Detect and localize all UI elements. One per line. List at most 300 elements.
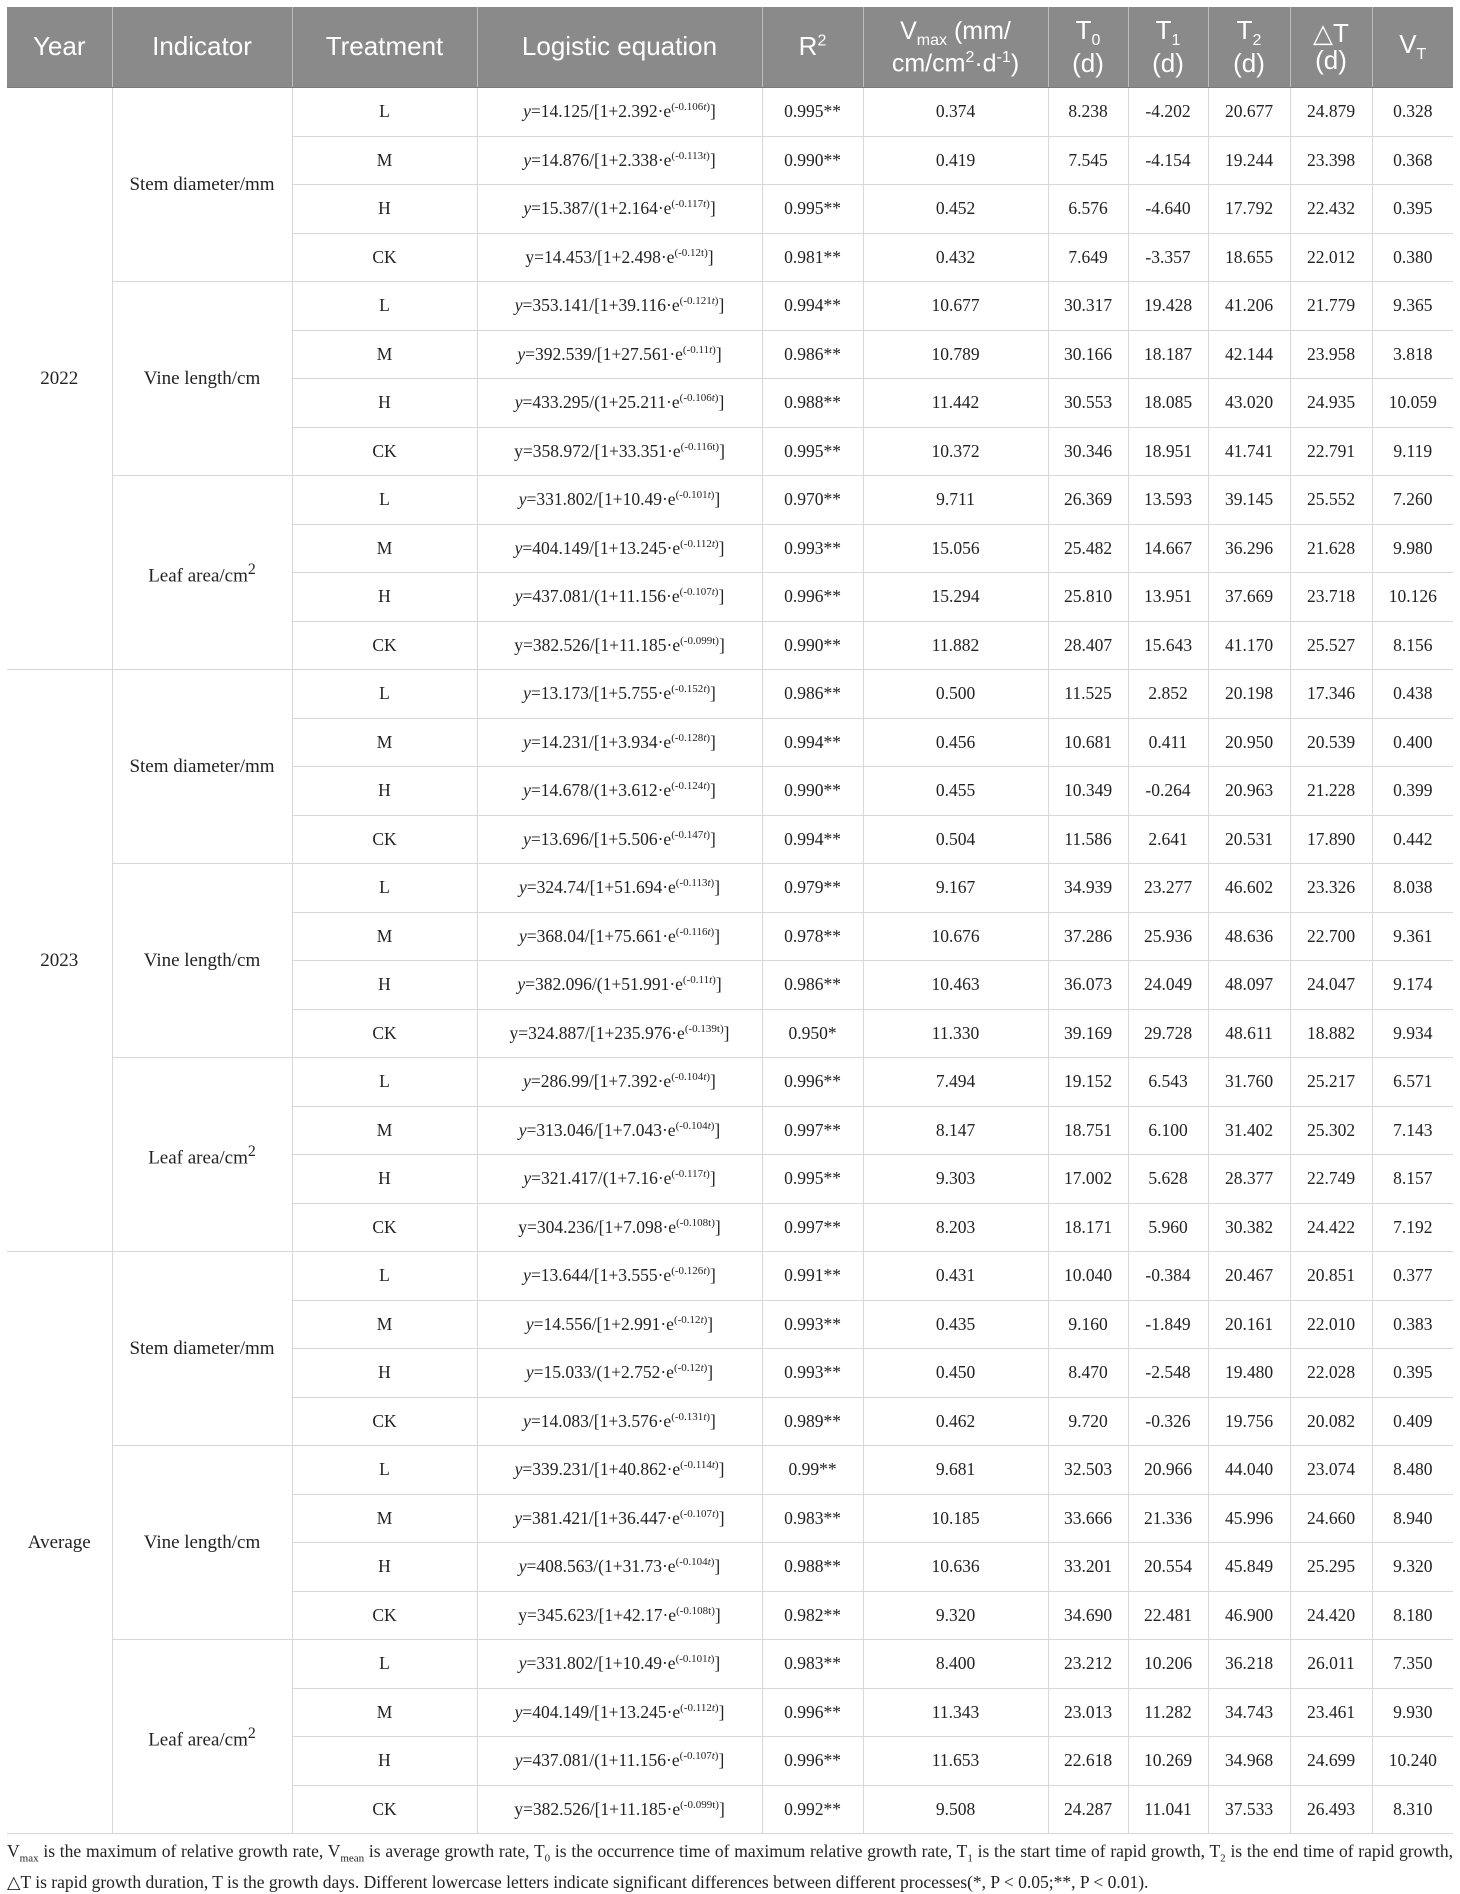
indicator-label-sup: 2 <box>247 560 256 578</box>
vt-cell: 9.174 <box>1372 961 1453 1010</box>
equation-k: -0.112 <box>683 537 712 550</box>
t0-cell: 22.618 <box>1048 1737 1128 1786</box>
vmax-cell: 0.462 <box>863 1397 1048 1446</box>
logistic-growth-table <box>7 7 1453 1834</box>
delta-t-cell: 22.791 <box>1290 427 1372 476</box>
r2-cell: 0.989** <box>762 1397 863 1446</box>
header-row <box>7 7 1453 88</box>
equation-k: -0.099 <box>683 1798 713 1811</box>
table-row <box>7 670 1453 719</box>
equation-k: -0.12 <box>677 1362 701 1375</box>
equation-cell: $y=404.149/[1+13.245\cdot e^{(-0.112t)}]$ <box>477 1688 762 1737</box>
equation-t: t <box>708 1604 712 1617</box>
delta-t-cell: 22.010 <box>1290 1300 1372 1349</box>
t2-cell: 28.377 <box>1208 1155 1290 1204</box>
t0-cell: 39.169 <box>1048 1009 1128 1058</box>
equation-y: y <box>514 392 523 413</box>
equation-b: 10.49 <box>622 1653 662 1674</box>
t1-cell: 20.554 <box>1128 1543 1208 1592</box>
treatment-cell: M <box>292 1494 477 1543</box>
equation-a: 15.033 <box>543 1362 592 1383</box>
equation-b: 10.49 <box>622 489 662 510</box>
r2-cell: 0.994** <box>762 815 863 864</box>
equation-bracket: [ <box>598 489 604 510</box>
r2-cell: 0.996** <box>762 573 863 622</box>
equation-y: y <box>518 925 527 946</box>
r2-cell: 0.990** <box>762 136 863 185</box>
equation-t: t <box>711 1750 715 1763</box>
equation-a: 321.417 <box>540 1168 598 1189</box>
treatment-cell: H <box>292 185 477 234</box>
indicator-cell <box>112 88 292 282</box>
equation-exponent: (-0.11t) <box>682 974 716 987</box>
vt-cell: 3.818 <box>1372 330 1453 379</box>
equation-cell: $y=437.081/(1+11.156\cdot e^{(-0.107t)}]$ <box>477 573 762 622</box>
treatment-cell: L <box>292 1446 477 1495</box>
equation-k: -0.117 <box>675 198 704 211</box>
t1-cell: 19.428 <box>1128 282 1208 331</box>
equation-y: y <box>514 1459 523 1480</box>
year-cell: Average <box>7 1252 112 1834</box>
equation-exponent: (-0.11t) <box>682 343 716 356</box>
equation-exponent: (-0.113t) <box>671 149 710 162</box>
equation-y: y <box>523 1168 532 1189</box>
t2-cell: 19.480 <box>1208 1349 1290 1398</box>
t2-cell: 34.968 <box>1208 1737 1290 1786</box>
vt-cell: 10.126 <box>1372 573 1453 622</box>
treatment-cell: CK <box>292 815 477 864</box>
equation-y: y <box>514 295 523 316</box>
equation-t: t <box>703 149 707 162</box>
indicator-cell <box>112 476 292 670</box>
equation-cell: $y=324.887/[1+235.976\cdot e^{(-0.139t)}]$ <box>477 1009 762 1058</box>
vmax-cell: 9.303 <box>863 1155 1048 1204</box>
vmax-cell: 9.711 <box>863 476 1048 525</box>
vmax-cell: 15.056 <box>863 524 1048 573</box>
equation-a: 14.125 <box>540 101 589 122</box>
vt-cell: 7.143 <box>1372 1106 1453 1155</box>
equation-y: y <box>514 634 523 655</box>
equation-k: -0.116 <box>684 440 713 453</box>
equation-y: y <box>525 246 535 267</box>
equation-cell: $y=382.096/(1+51.991\cdot e^{(-0.11t)}]$ <box>477 961 762 1010</box>
header-r2: $R^2$ <box>762 7 863 88</box>
equation-a: 13.173 <box>540 683 589 704</box>
vt-cell: 7.350 <box>1372 1640 1453 1689</box>
t0-cell: 25.810 <box>1048 573 1128 622</box>
equation-exponent: (-0.12t) <box>673 1362 708 1375</box>
t0-cell: 10.681 <box>1048 718 1128 767</box>
r2-cell: 0.978** <box>762 912 863 961</box>
equation-k: -0.12 <box>678 246 702 259</box>
r2-cell: 0.99** <box>762 1446 863 1495</box>
delta-t-cell: 23.718 <box>1290 573 1372 622</box>
equation-y: y <box>523 731 531 752</box>
treatment-cell: L <box>292 864 477 913</box>
equation-y: y <box>523 101 531 122</box>
equation-t: t <box>700 1313 704 1326</box>
equation-t: t <box>712 634 716 647</box>
t0-cell: 25.482 <box>1048 524 1128 573</box>
delta-t-cell: 24.660 <box>1290 1494 1372 1543</box>
equation-b: 3.934 <box>618 731 658 752</box>
equation-y: y <box>523 828 531 849</box>
equation-b: 2.338 <box>618 149 658 170</box>
equation-a: 14.083 <box>540 1410 589 1431</box>
table-footnote: $V_{max}$ is the maximum of relative growth rate, $V_{mean}$ is average growth rate, $T_0$ is the occurrence time of maximum relative growth rate, $T_1$ is the start time of rapid growth, $T_2$ is the end time of rapid growth, △T is rapid growth duration, T is the growth days. Different lowercase letters indicate significant differences between different processes(*, P < 0.05;**, P < 0.01). <box>7 1841 1453 1892</box>
t2-cell: 44.040 <box>1208 1446 1290 1495</box>
vt-cell: 8.038 <box>1372 864 1453 913</box>
equation-cell: $y=358.972/[1+33.351\cdot e^{(-0.116t)}]$ <box>477 427 762 476</box>
vt-cell: 6.571 <box>1372 1058 1453 1107</box>
equation-k: -0.139 <box>688 1022 717 1035</box>
equation-t: t <box>707 1653 711 1666</box>
r2-cell: 0.995** <box>762 1155 863 1204</box>
indicator-label: Leaf area/cm <box>148 1729 248 1751</box>
equation-a: 437.081 <box>532 586 590 607</box>
vmax-cell: 11.653 <box>863 1737 1048 1786</box>
equation-cell: $y=339.231/[1+40.862\cdot e^{(-0.114t)}]$ <box>477 1446 762 1495</box>
equation-b: 13.245 <box>618 537 667 558</box>
equation-y: y <box>518 1119 527 1140</box>
t2-cell: 48.636 <box>1208 912 1290 961</box>
t0-cell: 34.939 <box>1048 864 1128 913</box>
equation-y: y <box>523 1265 531 1286</box>
vt-cell: 0.328 <box>1372 88 1453 137</box>
equation-k: -0.107 <box>683 1507 713 1520</box>
equation-cell: $y=437.081/(1+11.156\cdot e^{(-0.107t)}]$ <box>477 1737 762 1786</box>
delta-t-cell: 22.432 <box>1290 185 1372 234</box>
indicator-label: Stem diameter/mm <box>129 1338 275 1359</box>
delta-t-cell: 20.539 <box>1290 718 1372 767</box>
t1-cell: 5.628 <box>1128 1155 1208 1204</box>
equation-b: 36.447 <box>618 1507 667 1528</box>
equation-k: -0.101 <box>679 489 708 502</box>
equation-k: -0.101 <box>679 1653 708 1666</box>
t0-cell: 30.553 <box>1048 379 1128 428</box>
r2-cell: 0.979** <box>762 864 863 913</box>
vmax-cell: 0.500 <box>863 670 1048 719</box>
equation-t: t <box>707 489 711 502</box>
r2-cell: 0.988** <box>762 379 863 428</box>
vt-cell: 9.119 <box>1372 427 1453 476</box>
equation-b: 7.043 <box>622 1119 662 1140</box>
equation-bracket: ( <box>596 1362 603 1383</box>
equation-exponent: (-0.112t) <box>680 1701 719 1714</box>
equation-y: y <box>518 1216 528 1237</box>
equation-bracket: [ <box>594 634 601 655</box>
equation-y: y <box>518 1556 527 1577</box>
equation-a: 368.04 <box>536 925 585 946</box>
equation-b: 3.555 <box>618 1265 658 1286</box>
t0-cell: 9.720 <box>1048 1397 1128 1446</box>
table-body <box>7 88 1453 1834</box>
r2-cell: 0.986** <box>762 330 863 379</box>
vmax-cell: 10.372 <box>863 427 1048 476</box>
r2-cell: 0.970** <box>762 476 863 525</box>
r2-cell: 0.996** <box>762 1688 863 1737</box>
equation-t: t <box>703 683 707 696</box>
t1-cell: 14.667 <box>1128 524 1208 573</box>
equation-y: y <box>523 683 531 704</box>
table-row <box>7 1252 1453 1301</box>
equation-bracket: [ <box>598 1216 605 1237</box>
equation-t: t <box>711 392 715 405</box>
equation-exponent: (-0.107t) <box>679 1507 719 1520</box>
t1-cell: 6.543 <box>1128 1058 1208 1107</box>
t0-cell: 7.545 <box>1048 136 1128 185</box>
vmax-cell: 11.882 <box>863 621 1048 670</box>
treatment-cell: CK <box>292 621 477 670</box>
equation-bracket: [ <box>593 828 600 849</box>
t0-cell: 18.171 <box>1048 1203 1128 1252</box>
t2-cell: 41.206 <box>1208 282 1290 331</box>
t2-cell: 46.602 <box>1208 864 1290 913</box>
delta-t-cell: 18.882 <box>1290 1009 1372 1058</box>
vt-cell: 0.442 <box>1372 815 1453 864</box>
equation-y: y <box>523 1410 531 1431</box>
equation-bracket: [ <box>594 295 600 316</box>
equation-cell: $y=392.539/[1+27.561\cdot e^{(-0.11t)}]$ <box>477 330 762 379</box>
r2-cell: 0.990** <box>762 767 863 816</box>
r2-cell: 0.994** <box>762 718 863 767</box>
equation-cell: $y=382.526/[1+11.185\cdot e^{(-0.099t)}]$ <box>477 621 762 670</box>
t2-cell: 19.756 <box>1208 1397 1290 1446</box>
table-row <box>7 864 1453 913</box>
equation-t: t <box>711 586 715 599</box>
t0-cell: 7.649 <box>1048 233 1128 282</box>
equation-exponent: (-0.107t) <box>679 586 719 599</box>
indicator-cell <box>112 864 292 1058</box>
t0-cell: 33.666 <box>1048 1494 1128 1543</box>
equation-y: y <box>514 1701 523 1722</box>
equation-k: -0.113 <box>679 877 708 890</box>
equation-k: -0.11 <box>686 343 710 356</box>
equation-b: 75.661 <box>614 925 663 946</box>
indicator-label-sup: 2 <box>247 1142 256 1160</box>
equation-k: -0.131 <box>674 1410 704 1423</box>
equation-t: t <box>712 1798 716 1811</box>
treatment-cell: H <box>292 961 477 1010</box>
equation-bracket: [ <box>593 683 600 704</box>
t0-cell: 36.073 <box>1048 961 1128 1010</box>
r2-cell: 0.983** <box>762 1494 863 1543</box>
equation-k: -0.104 <box>674 1071 704 1084</box>
equation-cell: $y=14.125/[1+2.392\cdot e^{(-0.106t)}]$ <box>477 88 762 137</box>
equation-bracket: [ <box>593 101 600 122</box>
t0-cell: 8.238 <box>1048 88 1128 137</box>
equation-y: y <box>514 586 523 607</box>
vmax-cell: 0.435 <box>863 1300 1048 1349</box>
t2-cell: 36.218 <box>1208 1640 1290 1689</box>
t0-cell: 24.287 <box>1048 1785 1128 1834</box>
header-t1: $T_1$ (d) <box>1128 7 1208 88</box>
equation-t: t <box>703 1265 707 1278</box>
t1-cell: 5.960 <box>1128 1203 1208 1252</box>
t0-cell: 34.690 <box>1048 1591 1128 1640</box>
t1-cell: 18.085 <box>1128 379 1208 428</box>
equation-k: -0.104 <box>679 1556 708 1569</box>
vt-cell: 10.059 <box>1372 379 1453 428</box>
equation-k: -0.106 <box>674 101 704 114</box>
vt-cell: 8.310 <box>1372 1785 1453 1834</box>
treatment-cell: M <box>292 912 477 961</box>
equation-exponent: (-0.108t) <box>676 1216 715 1229</box>
equation-a: 381.421 <box>532 1507 589 1528</box>
t0-cell: 11.586 <box>1048 815 1128 864</box>
equation-exponent: (-0.131t) <box>671 1410 711 1423</box>
equation-k: -0.117 <box>675 1168 704 1181</box>
t2-cell: 20.677 <box>1208 88 1290 137</box>
equation-t: t <box>707 925 711 938</box>
treatment-cell: H <box>292 379 477 428</box>
equation-b: 235.976 <box>614 1022 672 1043</box>
t0-cell: 26.369 <box>1048 476 1128 525</box>
vmax-cell: 8.400 <box>863 1640 1048 1689</box>
t0-cell: 10.349 <box>1048 767 1128 816</box>
equation-b: 51.694 <box>614 877 663 898</box>
t2-cell: 45.849 <box>1208 1543 1290 1592</box>
equation-t: t <box>701 246 705 259</box>
equation-exponent: (-0.139t) <box>684 1022 724 1035</box>
t1-cell: -2.548 <box>1128 1349 1208 1398</box>
equation-bracket: [ <box>594 1798 601 1819</box>
t2-cell: 41.741 <box>1208 427 1290 476</box>
delta-t-cell: 20.082 <box>1290 1397 1372 1446</box>
indicator-cell <box>112 1446 292 1640</box>
t1-cell: 20.966 <box>1128 1446 1208 1495</box>
equation-t: t <box>709 343 713 356</box>
equation-y: y <box>517 974 526 995</box>
equation-cell: $y=313.046/[1+7.043\cdot e^{(-0.104t)}]$ <box>477 1106 762 1155</box>
equation-exponent: (-0.107t) <box>679 1750 719 1763</box>
equation-cell: $y=331.802/[1+10.49\cdot e^{(-0.101t)}]$ <box>477 476 762 525</box>
delta-t-cell: 23.461 <box>1290 1688 1372 1737</box>
vmax-cell: 0.431 <box>863 1252 1048 1301</box>
vmax-cell: 0.374 <box>863 88 1048 137</box>
treatment-cell: M <box>292 330 477 379</box>
equation-y: y <box>523 780 531 801</box>
equation-exponent: (-0.117t) <box>671 198 710 211</box>
treatment-cell: H <box>292 573 477 622</box>
delta-t-cell: 21.228 <box>1290 767 1372 816</box>
equation-bracket: [ <box>593 731 600 752</box>
equation-a: 331.802 <box>536 489 594 510</box>
equation-y: y <box>509 1022 519 1043</box>
indicator-cell <box>112 670 292 864</box>
treatment-cell: L <box>292 1058 477 1107</box>
equation-exponent: (-0.12t) <box>674 246 708 259</box>
equation-bracket: [ <box>589 1022 596 1043</box>
treatment-cell: CK <box>292 427 477 476</box>
t1-cell: -4.640 <box>1128 185 1208 234</box>
vmax-cell: 8.147 <box>863 1106 1048 1155</box>
r2-cell: 0.996** <box>762 1058 863 1107</box>
equation-a: 13.696 <box>540 828 589 849</box>
delta-t-cell: 24.699 <box>1290 1737 1372 1786</box>
equation-y: y <box>518 489 527 510</box>
delta-t-cell: 21.628 <box>1290 524 1372 573</box>
equation-cell: $y=345.623/[1+42.17\cdot e^{(-0.108t)}]$ <box>477 1591 762 1640</box>
vt-cell: 8.480 <box>1372 1446 1453 1495</box>
equation-t: t <box>707 1119 711 1132</box>
header-vmax: $V_{max}$ (mm/ $cm/cm^2\cdot d^{-1}$) <box>863 7 1048 88</box>
equation-exponent: (-0.112t) <box>680 537 719 550</box>
equation-bracket: ( <box>594 586 600 607</box>
treatment-cell: M <box>292 524 477 573</box>
equation-bracket: [ <box>593 149 600 170</box>
delta-t-cell: 25.295 <box>1290 1543 1372 1592</box>
equation-cell: $y=13.696/[1+5.506\cdot e^{(-0.147t)}]$ <box>477 815 762 864</box>
treatment-cell: L <box>292 282 477 331</box>
equation-cell: $y=304.236/[1+7.098\cdot e^{(-0.108t)}]$ <box>477 1203 762 1252</box>
equation-exponent: (-0.12t) <box>673 1313 708 1326</box>
t1-cell: -0.326 <box>1128 1397 1208 1446</box>
t2-cell: 39.145 <box>1208 476 1290 525</box>
t1-cell: 2.852 <box>1128 670 1208 719</box>
equation-cell: $y=404.149/[1+13.245\cdot e^{(-0.112t)}]$ <box>477 524 762 573</box>
equation-a: 324.887 <box>528 1022 586 1043</box>
treatment-cell: L <box>292 88 477 137</box>
equation-cell: $y=381.421/[1+36.447\cdot e^{(-0.107t)}]$ <box>477 1494 762 1543</box>
equation-a: 382.526 <box>532 1798 590 1819</box>
t0-cell: 11.525 <box>1048 670 1128 719</box>
equation-b: 11.185 <box>619 634 667 655</box>
header-vt: $V_T$ <box>1372 7 1453 88</box>
equation-k: -0.112 <box>683 1701 712 1714</box>
equation-exponent: (-0.099t) <box>680 634 719 647</box>
equation-a: 404.149 <box>532 1701 590 1722</box>
equation-t: t <box>707 1556 711 1569</box>
treatment-cell: M <box>292 718 477 767</box>
vmax-cell: 10.185 <box>863 1494 1048 1543</box>
equation-a: 437.081 <box>532 1750 590 1771</box>
t1-cell: 13.593 <box>1128 476 1208 525</box>
r2-cell: 0.991** <box>762 1252 863 1301</box>
t1-cell: 13.951 <box>1128 573 1208 622</box>
delta-t-cell: 23.326 <box>1290 864 1372 913</box>
vmax-cell: 10.789 <box>863 330 1048 379</box>
equation-b: 27.561 <box>621 343 670 364</box>
equation-k: -0.106 <box>683 392 712 405</box>
t2-cell: 31.760 <box>1208 1058 1290 1107</box>
t0-cell: 10.040 <box>1048 1252 1128 1301</box>
equation-t: t <box>709 974 713 987</box>
equation-exponent: (-0.126t) <box>671 1265 711 1278</box>
equation-bracket: ( <box>593 780 600 801</box>
equation-k: -0.107 <box>683 586 712 599</box>
equation-exponent: (-0.116t) <box>680 440 720 453</box>
equation-a: 404.149 <box>532 537 590 558</box>
t0-cell: 6.576 <box>1048 185 1128 234</box>
equation-k: -0.108 <box>679 1604 709 1617</box>
equation-y: y <box>523 198 532 219</box>
header-indicator: Indicator <box>112 7 292 88</box>
t2-cell: 48.097 <box>1208 961 1290 1010</box>
equation-k: -0.11 <box>686 974 710 987</box>
equation-bracket: ( <box>598 1556 604 1577</box>
t0-cell: 28.407 <box>1048 621 1128 670</box>
equation-exponent: (-0.114t) <box>680 1459 719 1472</box>
equation-cell: $y=14.876/[1+2.338\cdot e^{(-0.113t)}]$ <box>477 136 762 185</box>
t1-cell: 11.282 <box>1128 1688 1208 1737</box>
treatment-cell: L <box>292 670 477 719</box>
equation-b: 40.862 <box>618 1459 667 1480</box>
t0-cell: 32.503 <box>1048 1446 1128 1495</box>
equation-cell: $y=14.231/[1+3.934\cdot e^{(-0.128t)}]$ <box>477 718 762 767</box>
equation-b: 2.392 <box>618 101 658 122</box>
equation-bracket: ( <box>594 392 600 413</box>
